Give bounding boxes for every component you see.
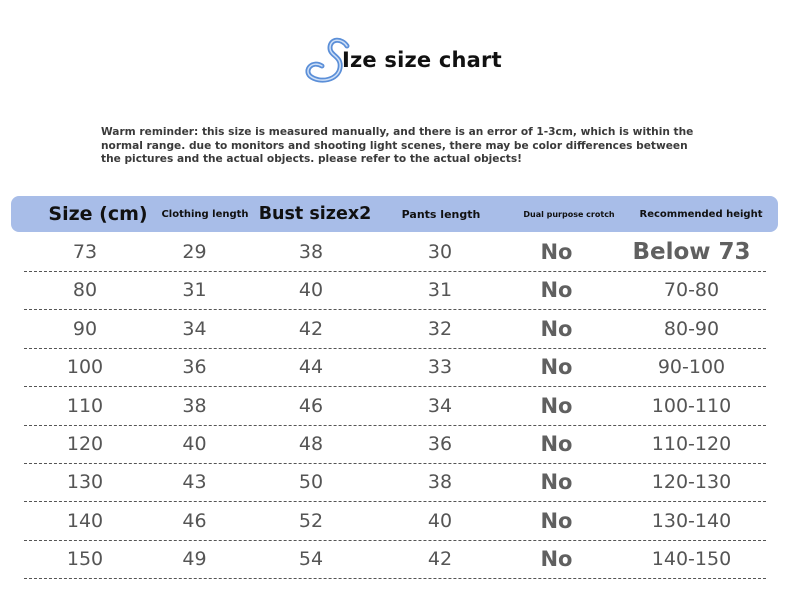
cell-size: 150	[66, 548, 104, 571]
cell-recommended-height: 110-120	[651, 433, 732, 455]
cell-bust: 52	[298, 509, 324, 532]
cell-bust: 42	[298, 317, 324, 340]
cell-recommended-height: Below 73	[632, 239, 751, 265]
cell-pants-length: 31	[427, 279, 453, 302]
cell-clothing-length: 40	[182, 433, 207, 455]
header-clothing-length: Clothing length	[161, 208, 249, 220]
cell-recommended-height: 90-100	[657, 356, 726, 379]
cell-bust: 46	[298, 394, 324, 417]
cell-clothing-length: 36	[182, 356, 207, 379]
header-size: Size (cm)	[48, 203, 148, 225]
cell-recommended-height: 140-150	[651, 548, 732, 571]
cell-pants-length: 30	[427, 241, 453, 263]
cell-dual-purpose: No	[540, 278, 573, 303]
cell-size: 90	[72, 317, 98, 340]
cell-pants-length: 34	[427, 394, 453, 417]
cell-bust: 54	[298, 548, 324, 571]
cell-clothing-length: 31	[182, 279, 207, 302]
chart-title-block	[302, 30, 502, 90]
cell-pants-length: 32	[427, 317, 453, 340]
cell-recommended-height: 70-80	[663, 279, 720, 302]
cell-size: 100	[66, 356, 104, 379]
cell-dual-purpose: No	[540, 432, 573, 456]
cell-recommended-height: 100-110	[651, 394, 732, 417]
table-row	[24, 502, 766, 541]
header-recommended-height: Recommended height	[639, 208, 763, 220]
table-row	[24, 540, 766, 579]
cell-clothing-length: 34	[182, 317, 207, 340]
cell-pants-length: 40	[427, 509, 453, 532]
cell-dual-purpose: No	[540, 470, 573, 495]
cell-size: 80	[72, 279, 98, 302]
cell-dual-purpose: No	[540, 316, 573, 341]
table-row	[24, 463, 766, 502]
warm-reminder-text: Warm reminder: this size is measured manually, and there is an error of 1-3cm, which is within the normal range. due to monitors and shooting light scenes, there may be color differences between the pictures and the actual objects. please refer to the actual objects!	[101, 126, 694, 165]
table-header	[11, 196, 778, 232]
table-row	[24, 271, 766, 310]
cell-dual-purpose: No	[540, 547, 573, 572]
cell-pants-length: 42	[427, 548, 453, 571]
cell-dual-purpose: No	[540, 240, 573, 264]
cell-bust: 38	[298, 241, 324, 263]
cell-clothing-length: 29	[182, 241, 207, 263]
cell-dual-purpose: No	[540, 355, 573, 380]
cell-size: 120	[66, 433, 104, 455]
cell-recommended-height: 80-90	[663, 317, 720, 340]
cell-bust: 48	[298, 433, 324, 455]
cell-size: 73	[72, 241, 98, 263]
cell-size: 110	[66, 394, 104, 417]
cell-clothing-length: 38	[182, 394, 207, 417]
cell-recommended-height: 130-140	[651, 509, 732, 532]
cell-recommended-height: 120-130	[651, 471, 732, 494]
table-row	[24, 233, 766, 272]
cell-pants-length: 33	[427, 356, 453, 379]
chart-title: Ize size chart	[342, 48, 502, 72]
header-pants-length: Pants length	[401, 207, 481, 221]
cell-size: 140	[66, 509, 104, 532]
table-row	[24, 348, 766, 387]
table-row	[24, 387, 766, 426]
cell-clothing-length: 46	[182, 509, 207, 532]
table-row	[24, 425, 766, 464]
header-bust: Bust sizex2	[258, 204, 372, 224]
cell-bust: 40	[298, 279, 324, 302]
cell-clothing-length: 49	[182, 548, 207, 571]
cell-clothing-length: 43	[182, 471, 207, 494]
cell-size: 130	[66, 471, 104, 494]
cell-dual-purpose: No	[540, 508, 573, 533]
cell-pants-length: 36	[427, 433, 453, 455]
cell-pants-length: 38	[427, 471, 453, 494]
cell-bust: 44	[298, 356, 324, 379]
header-dual-purpose-crotch: Dual purpose crotch	[523, 209, 615, 219]
cell-bust: 50	[298, 471, 324, 494]
cell-dual-purpose: No	[540, 393, 573, 418]
table-row	[24, 310, 766, 349]
